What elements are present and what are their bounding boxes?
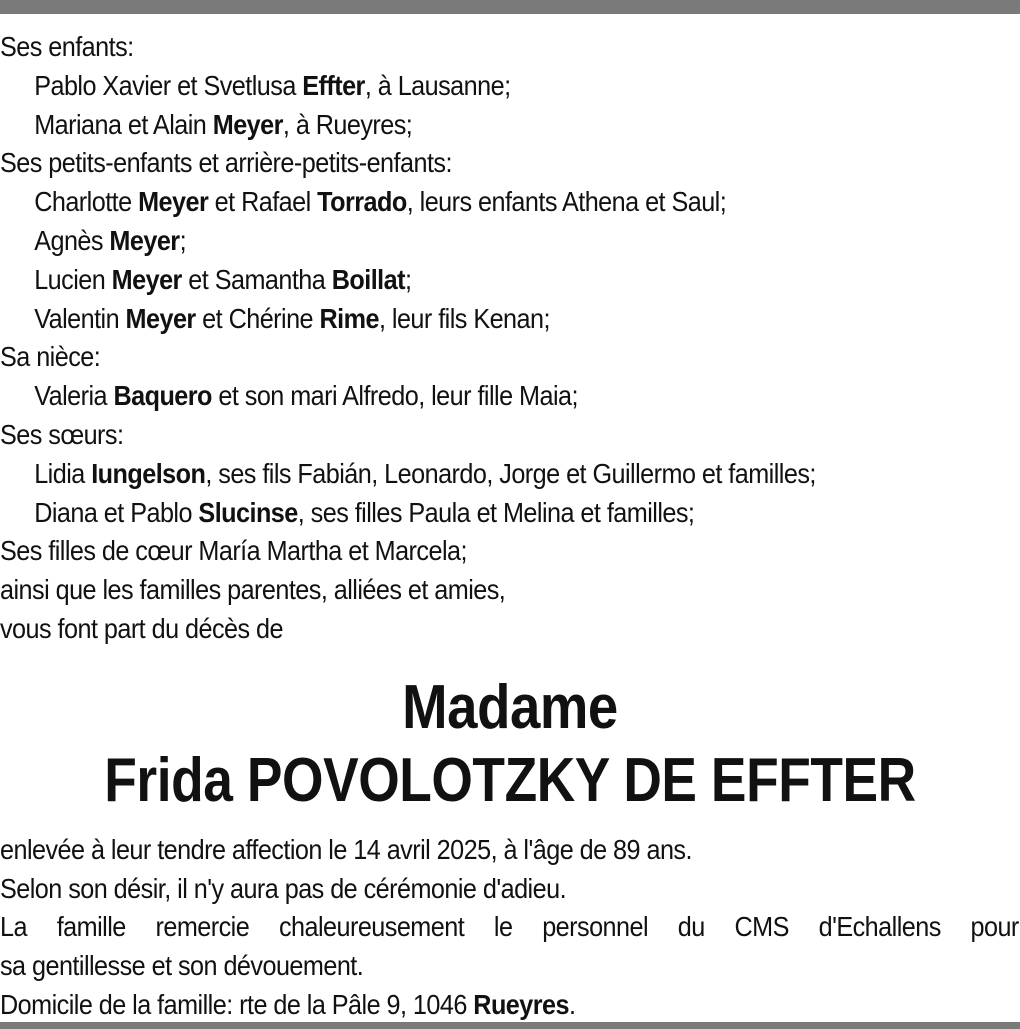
list-item: Lucien Meyer et Samantha Boillat; xyxy=(34,263,412,295)
closing-line: ainsi que les familles parentes, alliées et amies, xyxy=(0,574,506,606)
list-item: Valeria Baquero et son mari Alfredo, leur fille Maia; xyxy=(34,380,578,412)
list-item: Valentin Meyer et Chérine Rime, leur fils Kenan; xyxy=(34,302,550,334)
closing-line: vous font part du décès de xyxy=(0,612,283,644)
top-rule xyxy=(0,0,1020,14)
list-item: Lidia Iungelson, ses fils Fabián, Leonardo, Jorge et Guillermo et familles; xyxy=(34,457,816,489)
list-item: Mariana et Alain Meyer, à Rueyres; xyxy=(34,108,413,140)
thanks-line: La famille remercie chaleureusement le personnel du CMS d'Echallens pour xyxy=(0,911,1019,943)
deceased-title: Madame xyxy=(402,672,618,742)
section-heading-sisters: Ses sœurs: xyxy=(0,418,124,450)
announcement-line: enlevée à leur tendre affection le 14 avril 2025, à l'âge de 89 ans. xyxy=(0,833,692,865)
section-heading-grandchildren: Ses petits-enfants et arrière-petits-enfants: xyxy=(0,147,452,179)
family-address: Domicile de la famille: rte de la Pâle 9, 1046 Rueyres. xyxy=(0,988,576,1020)
list-item: Diana et Pablo Slucinse, ses filles Paula et Melina et familles; xyxy=(34,496,695,528)
thanks-line: sa gentillesse et son dévouement. xyxy=(0,950,364,982)
section-heading-children: Ses enfants: xyxy=(0,31,134,62)
section-heading-niece: Sa nièce: xyxy=(0,341,101,373)
deceased-name: Frida POVOLOTZKY DE EFFTER xyxy=(104,745,916,815)
list-item: Pablo Xavier et Svetlusa Effter, à Lausanne; xyxy=(34,69,511,101)
closing-line: Ses filles de cœur María Martha et Marcela; xyxy=(0,535,467,567)
announcement-line: Selon son désir, il n'y aura pas de cérémonie d'adieu. xyxy=(0,872,567,904)
list-item: Charlotte Meyer et Rafael Torrado, leurs enfants Athena et Saul; xyxy=(34,186,727,218)
obituary-notice xyxy=(0,28,1020,1025)
bottom-rule xyxy=(0,1022,1020,1029)
list-item: Agnès Meyer; xyxy=(34,224,187,256)
